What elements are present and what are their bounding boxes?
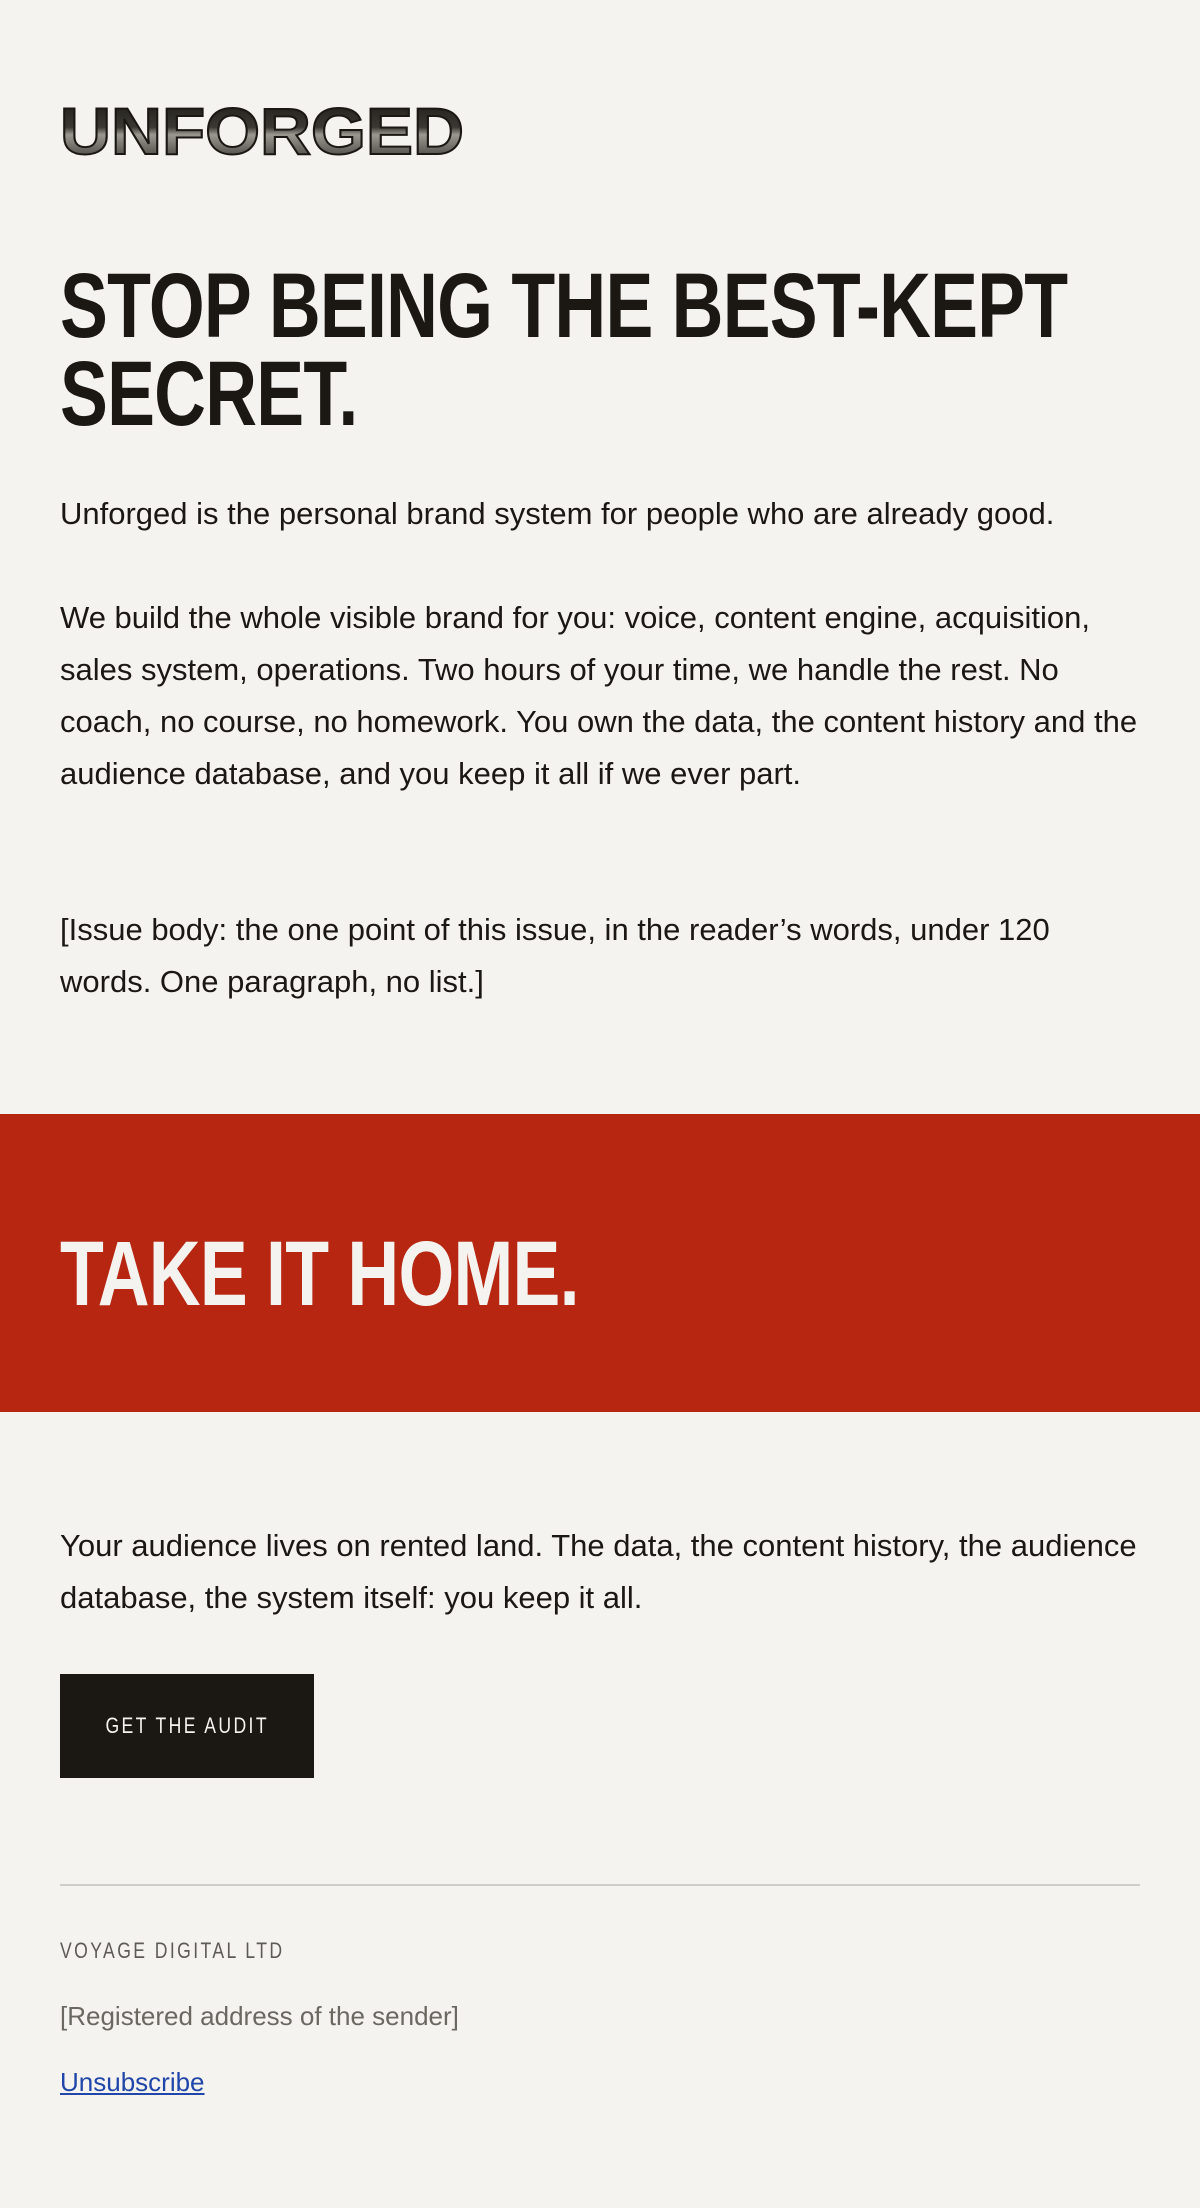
get-the-audit-button[interactable] bbox=[60, 1674, 314, 1778]
sender-address: [Registered address of the sender] bbox=[60, 2001, 459, 2031]
unforged-logo bbox=[60, 96, 480, 162]
company-name: VOYAGE DIGITAL LTD bbox=[60, 1938, 285, 1963]
band-title: TAKE IT HOME. bbox=[60, 1223, 579, 1325]
take-it-home-band bbox=[0, 1114, 1200, 1412]
logo-wordmark: UNFORGED bbox=[60, 96, 465, 162]
headline-line-2: SECRET. bbox=[60, 343, 358, 445]
headline-line-1: STOP BEING THE BEST-KEPT bbox=[60, 255, 1068, 357]
issue-body-placeholder: [Issue body: the one point of this issue, in the reader’s words, under 120 words. One paragraph, no list.] bbox=[60, 912, 1050, 999]
footer-divider bbox=[60, 1884, 1140, 1886]
hero-headline bbox=[60, 255, 1068, 445]
unsubscribe-link[interactable]: Unsubscribe bbox=[60, 2067, 205, 2097]
closing-paragraph: Your audience lives on rented land. The data, the content history, the audience database, the system itself: you keep it all. bbox=[60, 1528, 1137, 1615]
intro-paragraph: Unforged is the personal brand system for people who are already good. bbox=[60, 496, 1055, 531]
body-paragraph: We build the whole visible brand for you: voice, content engine, acquisition, sales system, operations. Two hours of your time, we handle the rest. No coach, no course, no homework. You own the data, the content history and the audience database, and you keep it all if we ever part. bbox=[60, 600, 1138, 791]
cta-label: GET THE AUDIT bbox=[105, 1713, 269, 1738]
